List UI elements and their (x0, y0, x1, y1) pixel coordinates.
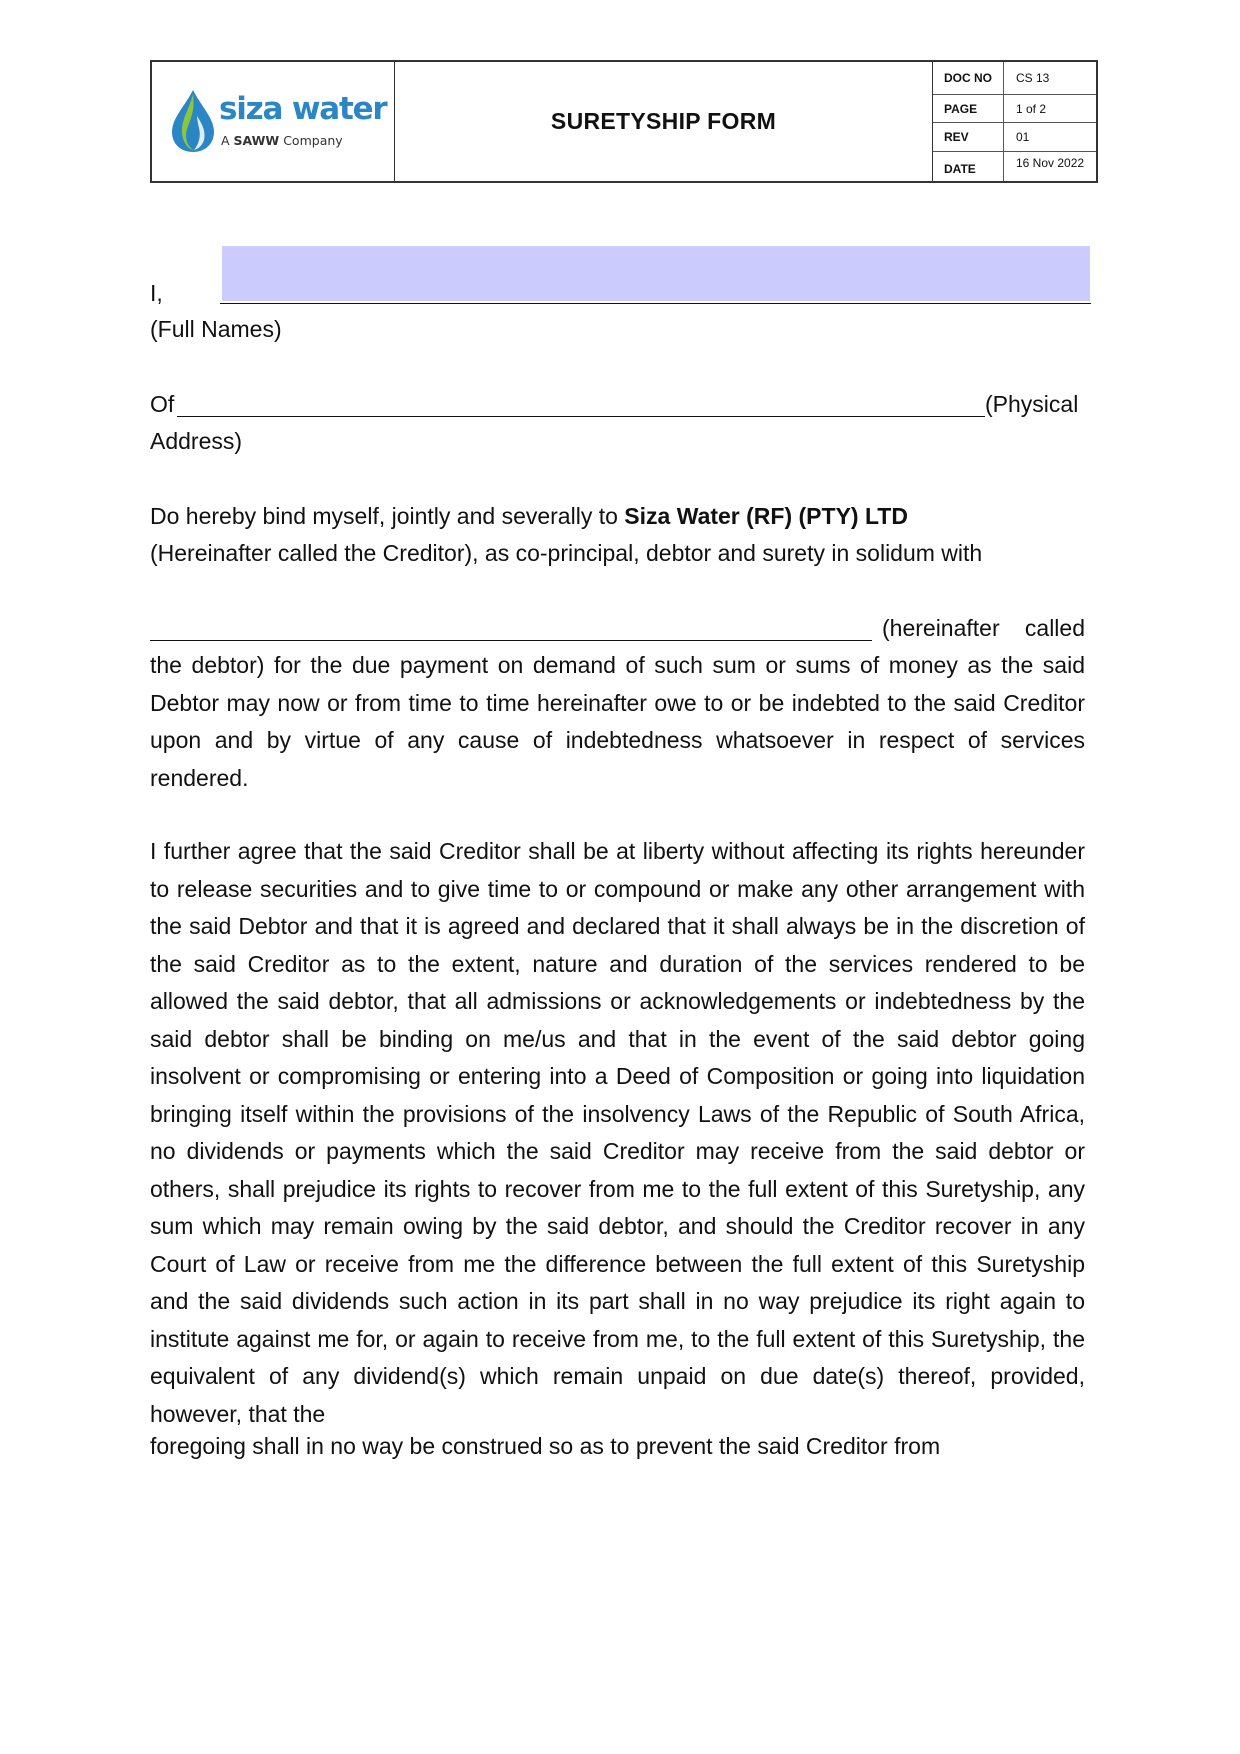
bind-statement-line-2: (Hereinafter called the Creditor), as co-principal, debtor and surety in solidum with (150, 540, 983, 566)
further-agreement-final-line: foregoing shall in no way be construed so as to prevent the said Creditor from (150, 1433, 941, 1459)
bind-statement-line-1 (150, 498, 908, 536)
meta-row-doc-no (933, 62, 1096, 95)
tagline-prefix: A (221, 133, 234, 148)
meta-label: REV (933, 123, 1004, 151)
meta-row-page (933, 95, 1096, 124)
meta-label: DOC NO (933, 62, 1004, 94)
full-names-input[interactable] (222, 246, 1090, 301)
document-meta-table (933, 62, 1096, 181)
tagline-brand: SAWW (233, 133, 280, 148)
document-title: SURETYSHIP FORM (395, 62, 933, 181)
meta-value: 1 of 2 (1016, 101, 1047, 116)
logo-wordmark: siza water (219, 91, 387, 127)
meta-value: CS 13 (1016, 70, 1050, 85)
full-names-underline (220, 303, 1091, 304)
bind-text: Do hereby bind myself, jointly and severally to (150, 503, 625, 529)
meta-value: 01 (1016, 130, 1030, 145)
physical-address-line[interactable] (177, 416, 985, 417)
debtor-name-line[interactable] (150, 640, 872, 641)
address-caption: Address) (150, 428, 243, 454)
meta-value: 16 Nov 2022 (1016, 156, 1085, 171)
company-logo (152, 62, 395, 181)
name-prefix: I, (150, 280, 163, 306)
address-prefix: Of (150, 391, 175, 417)
debtor-paragraph: the debtor) for the due payment on demand of such sum or sums of money as the said Debtor may now or from time to time hereinafter owe to or be indebted to the said Creditor upon and by virtue of any cause of indebtedness whatsoever in respect of services rendered. (150, 652, 1085, 791)
further-agreement-paragraph: I further agree that the said Creditor shall be at liberty without affecting its rights hereunder to release securities and to give time to or compound or make any other arrangement with the said Debtor and that it is agreed and declared that it shall always be in the discretion of the said Creditor as to the extent, nature and duration of the services rendered to be allowed the said debtor, that all admissions or acknowledgements or indebtedness by the said debtor shall be binding on me/us and that in the event of the said debtor going insolvent or compromising or entering into a Deed of Composition or going into liquidation bringing itself within the provisions of the insolvency Laws of the Republic of South Africa, no dividends or payments which the said Creditor may receive from the said debtor or others, shall prejudice its rights to recover from me to the full extent of this Suretyship, any sum which may remain owing by the said debtor, and should the Creditor recover in any Court of Law or receive from me the difference between the full extent of this Suretyship and the said dividends such action in its part shall in no way prejudice its right again to institute against me for, or again to receive from me, to the full extent of this Suretyship, the equivalent of any dividend(s) which remain unpaid on due date(s) thereof, provided, however, that the (150, 838, 1085, 1427)
meta-label: PAGE (933, 95, 1004, 123)
water-drop-icon (166, 88, 220, 154)
meta-label: DATE (933, 152, 1004, 181)
creditor-name: Siza Water (RF) (PTY) LTD (624, 503, 908, 529)
address-suffix: (Physical (985, 391, 1079, 417)
meta-row-rev (933, 123, 1096, 152)
debtor-suffix: (hereinafter called (882, 615, 1085, 641)
full-names-caption: (Full Names) (150, 316, 282, 342)
document-header (150, 60, 1098, 183)
logo-tagline (221, 133, 343, 148)
meta-row-date (933, 152, 1096, 181)
tagline-suffix: Company (279, 133, 343, 148)
